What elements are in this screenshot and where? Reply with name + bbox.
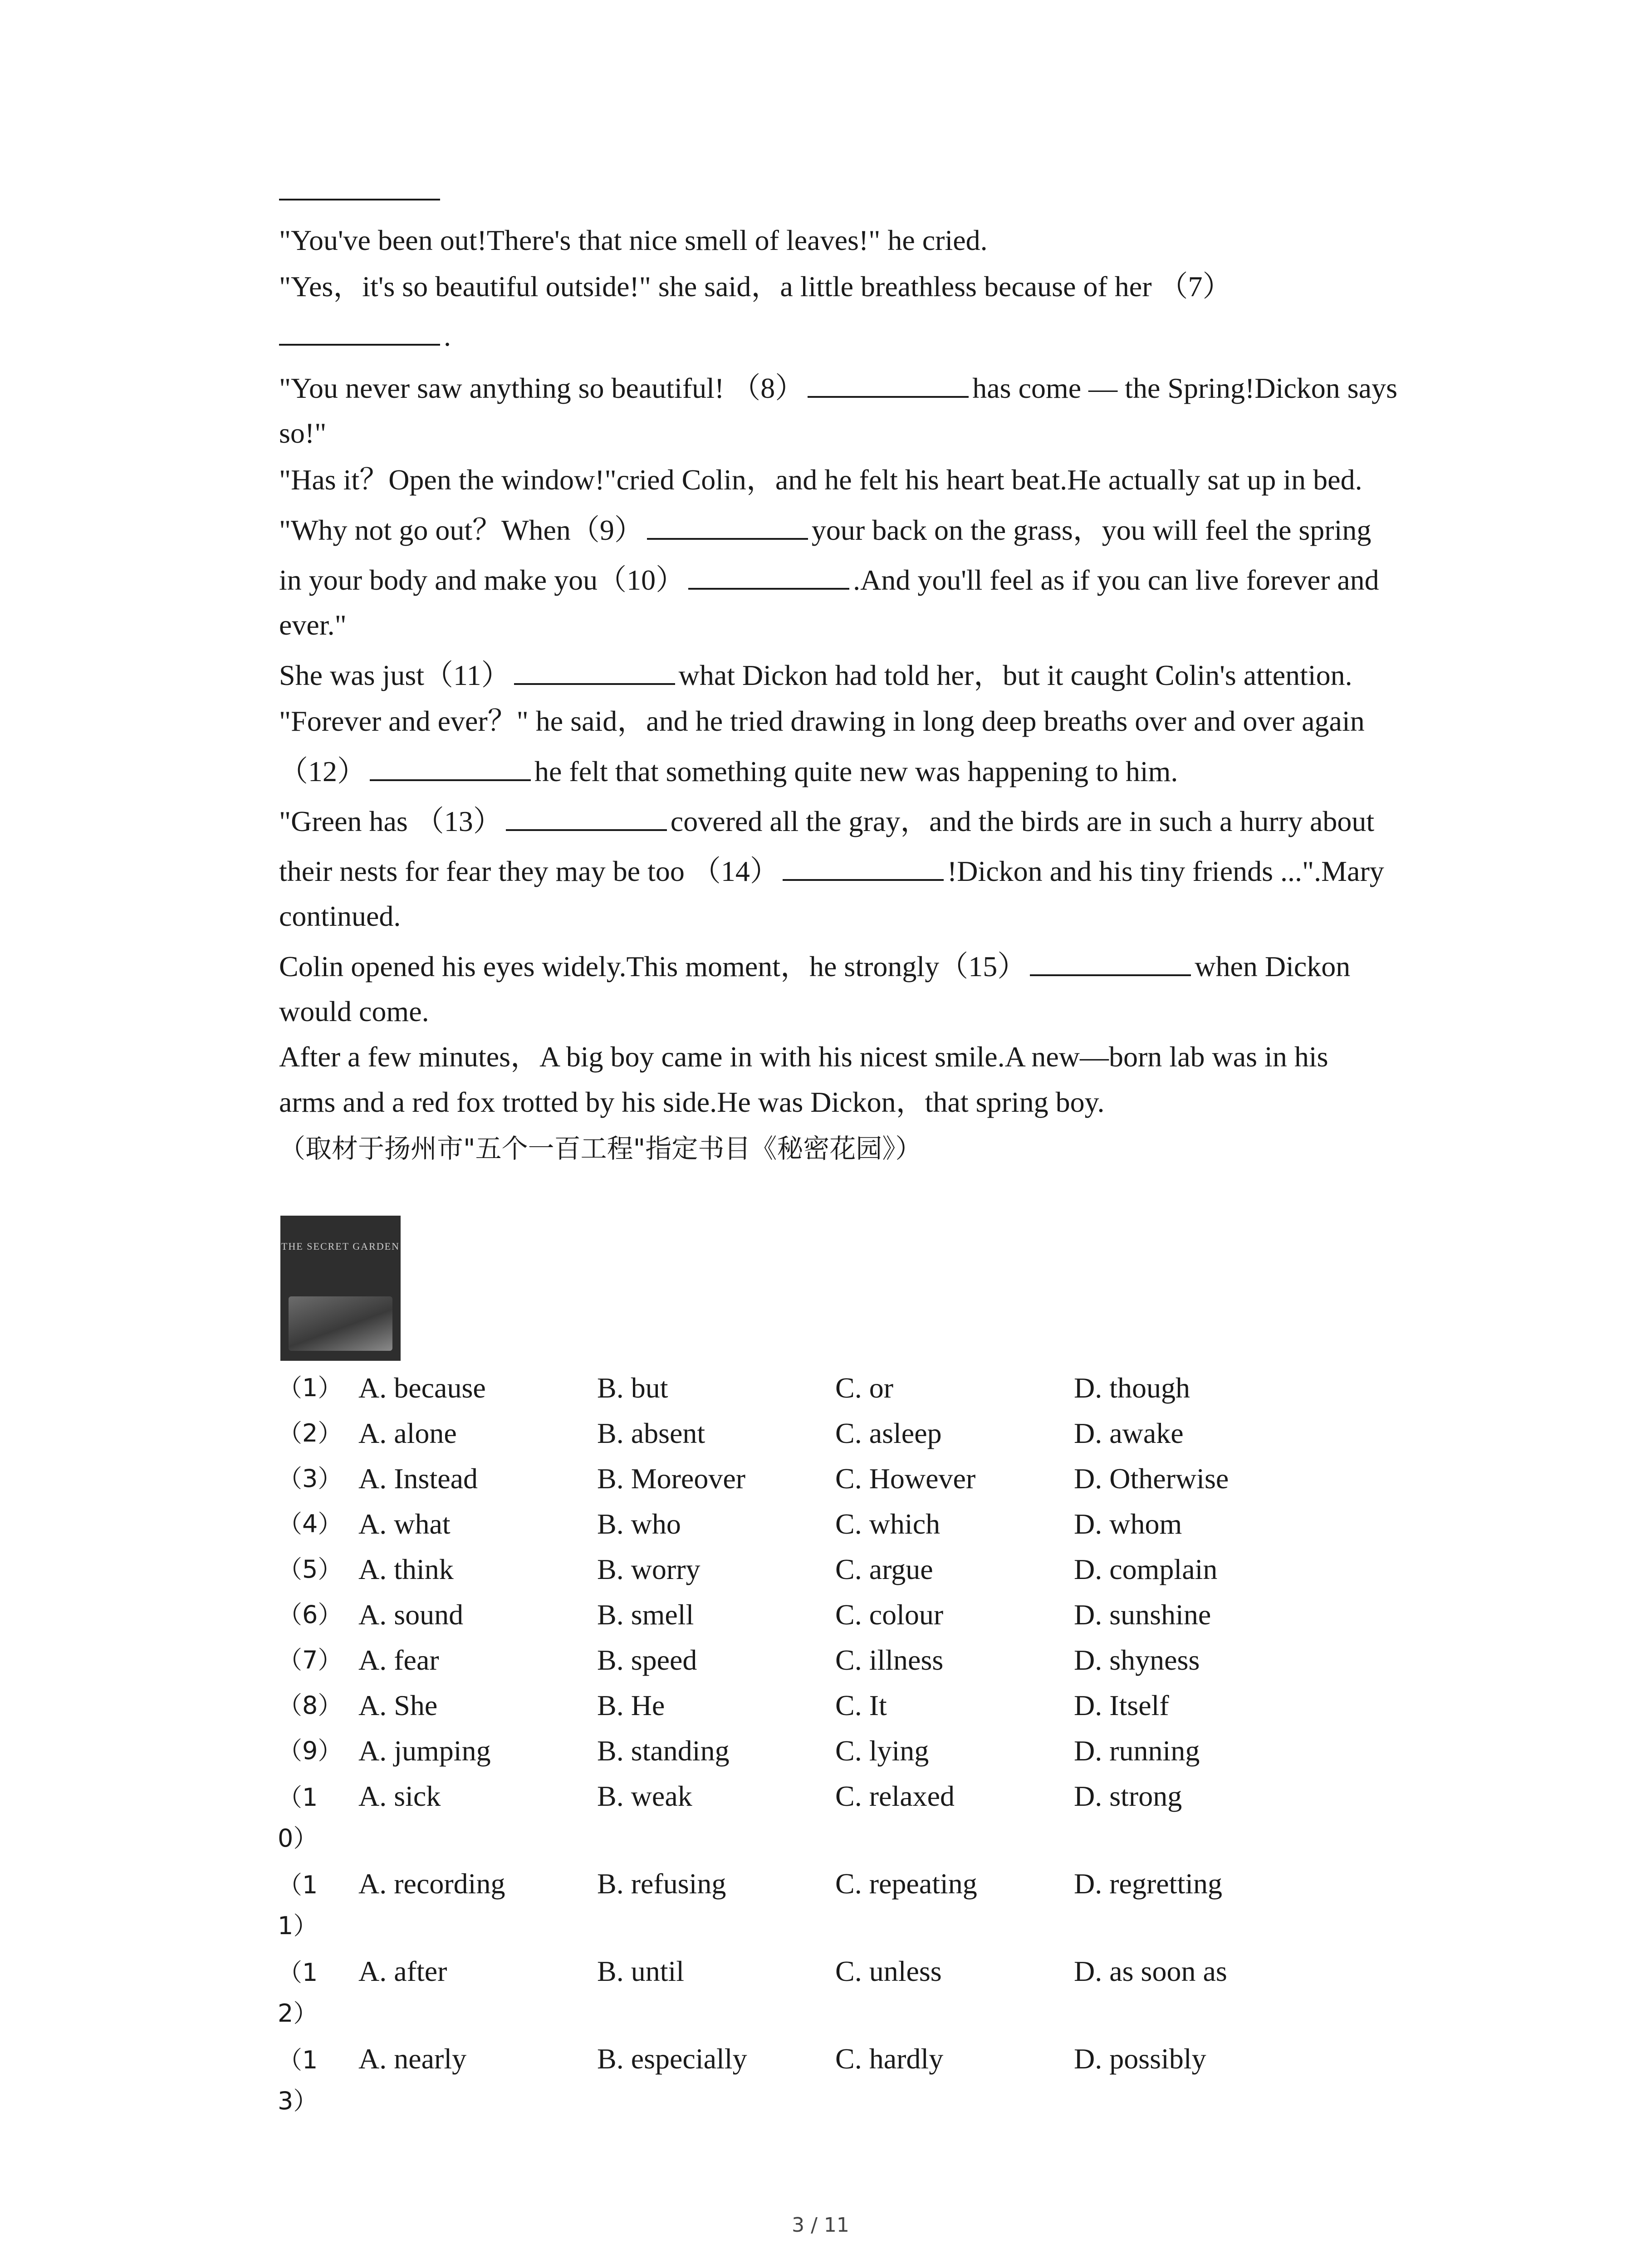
- option-c[interactable]: C. illness: [835, 1644, 944, 1676]
- passage-line: [279, 657, 1352, 694]
- book-cover-title: THE SECRET GARDEN: [281, 1241, 400, 1252]
- option-c[interactable]: C. unless: [835, 1955, 942, 1987]
- question-number: （11）: [278, 1871, 318, 1940]
- option-a[interactable]: A. She: [358, 1689, 438, 1721]
- passage-line: [279, 803, 1374, 840]
- option-a[interactable]: A. because: [358, 1372, 486, 1404]
- passage-text: covered all the gray，and the birds are in such a hurry about: [670, 805, 1375, 837]
- passage-line: [279, 853, 1384, 890]
- option-c[interactable]: C. However: [835, 1462, 976, 1495]
- passage-text: "Why not go out？When（9）: [279, 514, 643, 546]
- option-a[interactable]: A. what: [358, 1508, 451, 1540]
- option-d[interactable]: D. strong: [1074, 1780, 1182, 1812]
- passage-line: so!": [279, 417, 327, 449]
- option-a[interactable]: A. nearly: [358, 2043, 467, 2075]
- option-c[interactable]: C. lying: [835, 1735, 929, 1767]
- option-d[interactable]: D. as soon as: [1074, 1955, 1227, 1987]
- option-b[interactable]: B. smell: [597, 1598, 694, 1631]
- option-b[interactable]: B. refusing: [597, 1867, 726, 1900]
- page-number: 3 / 11: [792, 2214, 849, 2237]
- answer-blank-12[interactable]: [370, 753, 531, 781]
- option-a[interactable]: A. think: [358, 1553, 454, 1585]
- question-row: [278, 1642, 1367, 1687]
- option-d[interactable]: D. regretting: [1074, 1867, 1222, 1900]
- option-b[interactable]: B. but: [597, 1372, 668, 1404]
- option-b[interactable]: B. weak: [597, 1780, 692, 1812]
- question-row: [278, 1370, 1367, 1415]
- option-d[interactable]: D. awake: [1074, 1417, 1184, 1449]
- passage-line: [279, 318, 451, 354]
- passage-line: [279, 562, 1379, 598]
- passage-line: "You've been out!There's that nice smell of leaves!" he cried.: [279, 224, 988, 256]
- question-number: （8）: [278, 1691, 343, 1720]
- passage-line: arms and a red fox trotted by his side.He was Dickon，that spring boy.: [279, 1086, 1105, 1118]
- passage-text: in your body and make you（10）: [279, 564, 685, 596]
- option-d[interactable]: D. shyness: [1074, 1644, 1200, 1676]
- book-cover-image: [280, 1216, 401, 1361]
- option-c[interactable]: C. argue: [835, 1553, 933, 1585]
- question-number: （12）: [278, 1958, 318, 2028]
- question-number: （7）: [278, 1646, 343, 1674]
- question-number: （1）: [278, 1374, 343, 1402]
- option-a[interactable]: A. recording: [358, 1867, 505, 1900]
- passage-line: [279, 370, 1397, 406]
- option-a[interactable]: A. after: [358, 1955, 447, 1987]
- passage-text: .And you'll feel as if you can live forever and: [853, 564, 1379, 596]
- book-cover-art: [289, 1296, 392, 1351]
- answer-blank-14[interactable]: [783, 853, 944, 881]
- answer-blank-15[interactable]: [1030, 948, 1191, 976]
- passage-line: "Forever and ever？" he said，and he tried drawing in long deep breaths over and over again: [279, 705, 1365, 737]
- option-d[interactable]: D. Otherwise: [1074, 1462, 1229, 1495]
- question-number: （2）: [278, 1419, 343, 1447]
- passage-text: when Dickon: [1195, 950, 1351, 982]
- passage-line: [279, 269, 1232, 305]
- passage-line: After a few minutes，A big boy came in with his nicest smile.A new—born lab was in his: [279, 1041, 1328, 1073]
- question-row: [278, 1953, 1367, 2028]
- passage-line: [279, 948, 1350, 985]
- passage-text: your back on the grass，you will feel the spring: [811, 514, 1372, 546]
- answer-blank-6[interactable]: [279, 199, 440, 200]
- option-d[interactable]: D. Itself: [1074, 1689, 1169, 1721]
- passage-text: "Yes，it's so beautiful outside!" she said，a little breathless because of her （7）: [279, 270, 1232, 303]
- option-c[interactable]: C. relaxed: [835, 1780, 955, 1812]
- option-c[interactable]: C. colour: [835, 1598, 944, 1631]
- passage-line: [279, 753, 1178, 790]
- answer-blank-11[interactable]: [514, 657, 675, 685]
- option-b[interactable]: B. He: [597, 1689, 665, 1721]
- option-a[interactable]: A. fear: [358, 1644, 439, 1676]
- option-b[interactable]: B. speed: [597, 1644, 697, 1676]
- answer-blank-9[interactable]: [647, 512, 808, 540]
- question-row: [278, 1733, 1367, 1778]
- option-c[interactable]: C. or: [835, 1372, 893, 1404]
- passage-text: "Green has （13）: [279, 805, 502, 837]
- question-number: （9）: [278, 1736, 343, 1765]
- question-number: （10）: [278, 1783, 318, 1853]
- option-b[interactable]: B. who: [597, 1508, 681, 1540]
- answer-blank-13[interactable]: [506, 803, 667, 831]
- option-a[interactable]: A. sound: [358, 1598, 464, 1631]
- question-number: （5）: [278, 1555, 343, 1584]
- option-b[interactable]: B. until: [597, 1955, 685, 1987]
- option-c[interactable]: C. which: [835, 1508, 941, 1540]
- question-number: （6）: [278, 1600, 343, 1629]
- question-row: [278, 2041, 1367, 2115]
- passage-text: "You never saw anything so beautiful! （8）: [279, 372, 804, 404]
- passage-text: has come — the Spring!Dickon says: [972, 372, 1397, 404]
- question-row: [278, 1551, 1367, 1597]
- option-d[interactable]: D. though: [1074, 1372, 1190, 1404]
- answer-blank-10[interactable]: [688, 562, 849, 590]
- question-number: （4）: [278, 1510, 343, 1538]
- passage-text: their nests for fear they may be too （14）: [279, 855, 779, 887]
- question-row: [278, 1687, 1367, 1733]
- option-d[interactable]: D. possibly: [1074, 2043, 1206, 2075]
- passage-line: continued.: [279, 900, 401, 932]
- passage-text: She was just（11）: [279, 659, 510, 691]
- passage-text: （12）: [279, 755, 366, 787]
- option-c[interactable]: C. repeating: [835, 1867, 977, 1900]
- passage-line: would come.: [279, 995, 429, 1027]
- option-d[interactable]: D. running: [1074, 1735, 1200, 1767]
- option-c[interactable]: C. It: [835, 1689, 887, 1721]
- option-a[interactable]: A. alone: [358, 1417, 457, 1449]
- option-a[interactable]: A. jumping: [358, 1735, 491, 1767]
- option-b[interactable]: B. worry: [597, 1553, 700, 1585]
- passage-line: ever.": [279, 609, 347, 641]
- option-d[interactable]: D. complain: [1074, 1553, 1218, 1585]
- question-row: [278, 1415, 1367, 1461]
- option-b[interactable]: B. especially: [597, 2043, 747, 2075]
- question-row: [278, 1597, 1367, 1642]
- question-row: [278, 1461, 1367, 1506]
- source-note: （取材于扬州市"五个一百工程"指定书目《秘密花园》）: [279, 1133, 922, 1164]
- answer-blank-8[interactable]: [808, 370, 969, 398]
- passage-line: "Has it？Open the window!"cried Colin，and he felt his heart beat.He actually sat up in bed.: [279, 464, 1362, 496]
- question-row: [278, 1866, 1367, 1940]
- question-number: （3）: [278, 1464, 343, 1493]
- option-c[interactable]: C. asleep: [835, 1417, 942, 1449]
- option-b[interactable]: B. standing: [597, 1735, 730, 1767]
- passage-text: what Dickon had told her，but it caught Colin's attention.: [678, 659, 1352, 691]
- option-b[interactable]: B. Moreover: [597, 1462, 746, 1495]
- option-b[interactable]: B. absent: [597, 1417, 705, 1449]
- option-a[interactable]: A. sick: [358, 1780, 441, 1812]
- option-d[interactable]: D. whom: [1074, 1508, 1182, 1540]
- passage-text: .: [444, 320, 451, 352]
- question-row: [278, 1506, 1367, 1551]
- question-row: [278, 1778, 1367, 1853]
- option-a[interactable]: A. Instead: [358, 1462, 478, 1495]
- passage-text: he felt that something quite new was happening to him.: [534, 755, 1178, 787]
- passage-line: [279, 512, 1371, 548]
- question-number: （13）: [278, 2046, 318, 2115]
- passage-text: Colin opened his eyes widely.This moment，he strongly（15）: [279, 950, 1027, 982]
- answer-blank-7[interactable]: [279, 318, 440, 346]
- passage-text: !Dickon and his tiny friends ...".Mary: [947, 855, 1384, 887]
- option-d[interactable]: D. sunshine: [1074, 1598, 1211, 1631]
- option-c[interactable]: C. hardly: [835, 2043, 944, 2075]
